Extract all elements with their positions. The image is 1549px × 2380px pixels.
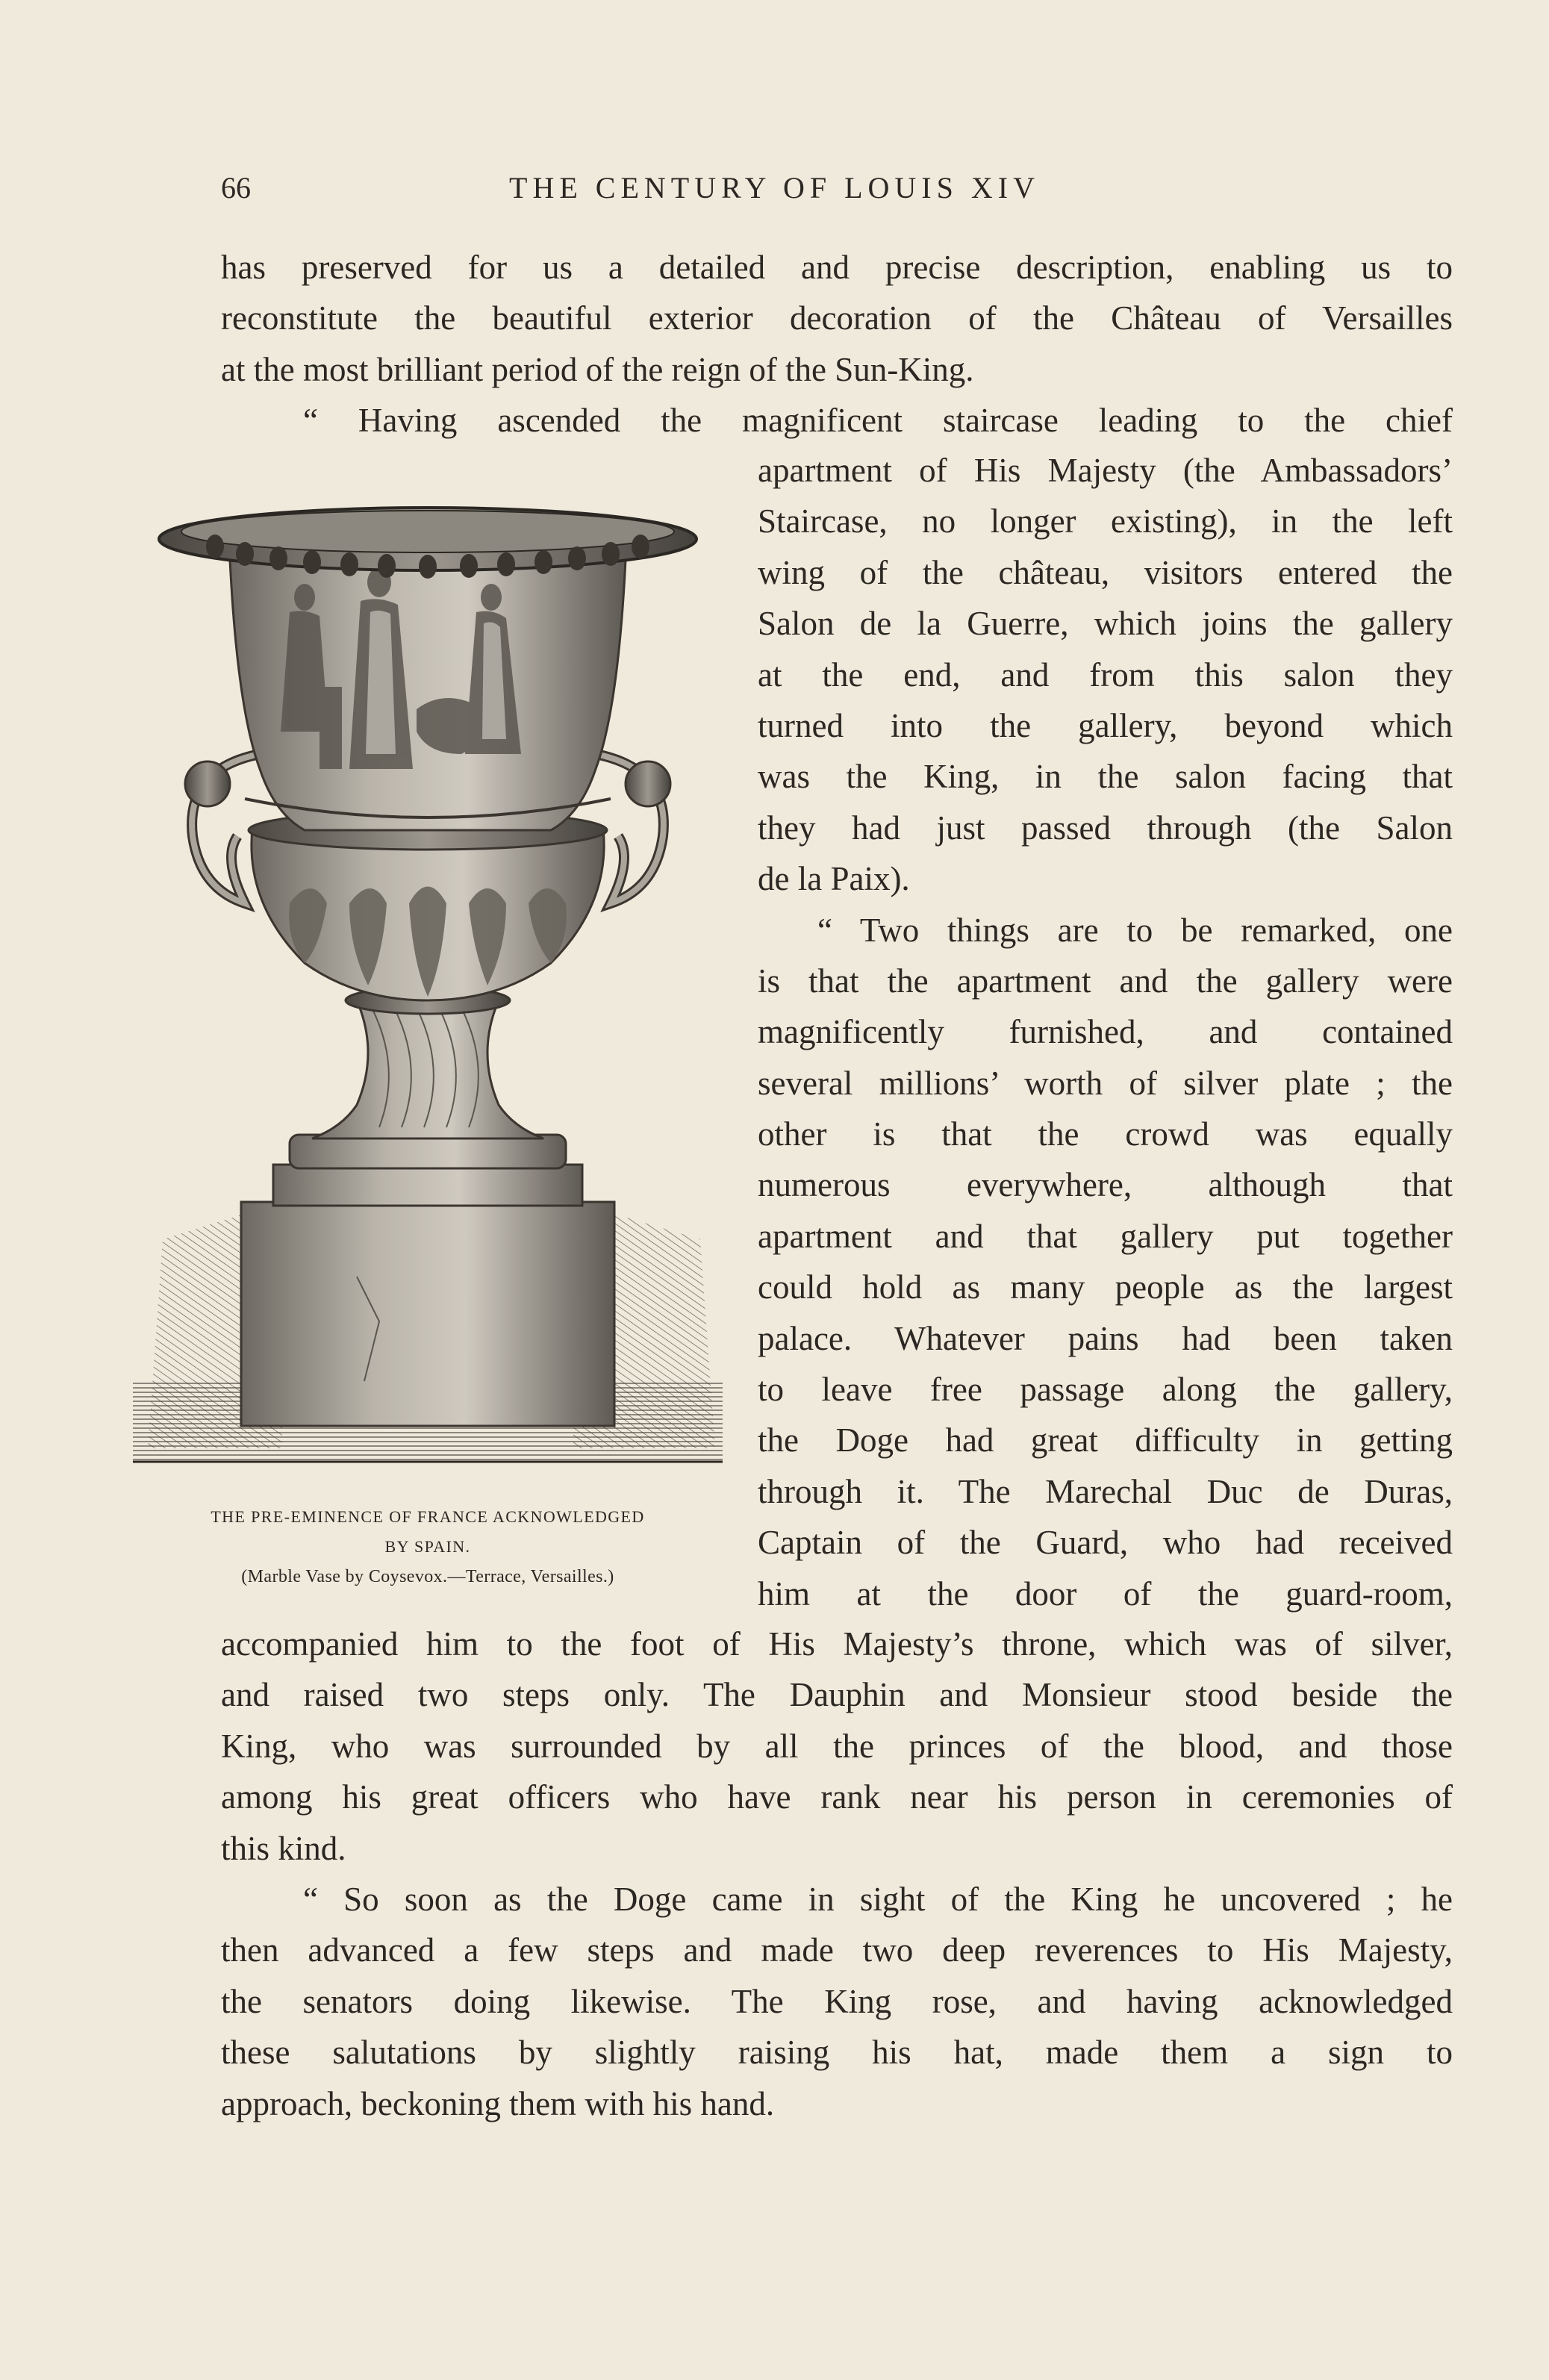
running-title: THE CENTURY OF LOUIS XIV [509, 171, 1040, 205]
figure-caption-title: THE PRE-EMINENCE OF FRANCE ACKNOWLEDGED [211, 1507, 645, 1526]
text-line: to leave free passage along the gallery, [758, 1371, 1453, 1409]
text-line: this kind. [221, 1829, 346, 1867]
figure-caption-title-continued: BY SPAIN. [384, 1537, 471, 1556]
text-line: other is that the crowd was equally [758, 1115, 1453, 1153]
text-line: approach, beckoning them with his hand. [221, 2084, 775, 2122]
text-line: him at the door of the guard-room, [758, 1574, 1453, 1613]
text-line: turned into the gallery, beyond which [758, 706, 1453, 744]
text-line: at the most brilliant period of the reign of the Sun-King. [221, 350, 974, 388]
text-line: several millions’ worth of silver plate ; the [758, 1064, 1453, 1102]
vase-illustration [133, 485, 723, 1478]
text-line: Staircase, no longer existing), in the left [758, 502, 1453, 541]
text-line: “ Having ascended the magnificent staircase leading to the chief [303, 402, 1453, 440]
text-line: reconstitute the beautiful exterior decoration of the Château of Versailles [221, 299, 1453, 337]
text-line: apartment of His Majesty (the Ambassadors’ [758, 452, 1453, 489]
text-line: could hold as many people as the largest [758, 1268, 1453, 1306]
bottom-paragraph-block [221, 1619, 1453, 2129]
page-header [0, 170, 1549, 215]
vase-engraving-icon [133, 485, 723, 1478]
text-line: then advanced a few steps and made two deep reverences to His Majesty, [221, 1931, 1453, 1969]
right-column-text [758, 445, 1453, 1619]
text-line: the Doge had great difficulty in getting [758, 1421, 1453, 1460]
text-line: apartment and that gallery put together [758, 1217, 1453, 1255]
text-line: and raised two steps only. The Dauphin and Monsieur stood beside the [221, 1676, 1453, 1714]
text-line: they had just passed through (the Salon [758, 809, 1453, 847]
text-line: these salutations by slightly raising his hat, made them a sign to [221, 2034, 1453, 2072]
text-line: “ Two things are to be remarked, one [817, 911, 1453, 949]
text-line: Captain of the Guard, who had received [758, 1524, 1453, 1562]
text-line: wing of the château, visitors entered the [758, 553, 1453, 591]
text-line: King, who was surrounded by all the princes of the blood, and those [221, 1727, 1453, 1765]
text-line: palace. Whatever pains had been taken [758, 1319, 1453, 1357]
text-line: the senators doing likewise. The King rose, and having acknowledged [221, 1982, 1453, 2020]
figure-caption-subtitle: (Marble Vase by Coysevox.—Terrace, Versailles.) [241, 1567, 614, 1586]
text-line: was the King, in the salon facing that [758, 758, 1453, 796]
text-line: through it. The Marechal Duc de Duras, [758, 1472, 1453, 1510]
text-line: among his great officers who have rank near his person in ceremonies of [221, 1778, 1453, 1816]
text-line: at the end, and from this salon they [758, 655, 1453, 694]
text-line: “ So soon as the Doge came in sight of the King he uncovered ; he [303, 1880, 1453, 1918]
text-line: has preserved for us a detailed and precise description, enabling us to [221, 249, 1453, 286]
text-line: numerous everywhere, although that [758, 1166, 1453, 1204]
top-paragraph-block [221, 242, 1453, 446]
text-line: is that the apartment and the gallery were [758, 962, 1453, 1000]
text-line: accompanied him to the foot of His Majesty’s throne, which was of silver, [221, 1625, 1453, 1663]
text-line: magnificently furnished, and contained [758, 1013, 1453, 1051]
text-line: Salon de la Guerre, which joins the gallery [758, 605, 1453, 643]
page-number: 66 [221, 171, 251, 205]
text-line: de la Paix). [758, 860, 910, 898]
